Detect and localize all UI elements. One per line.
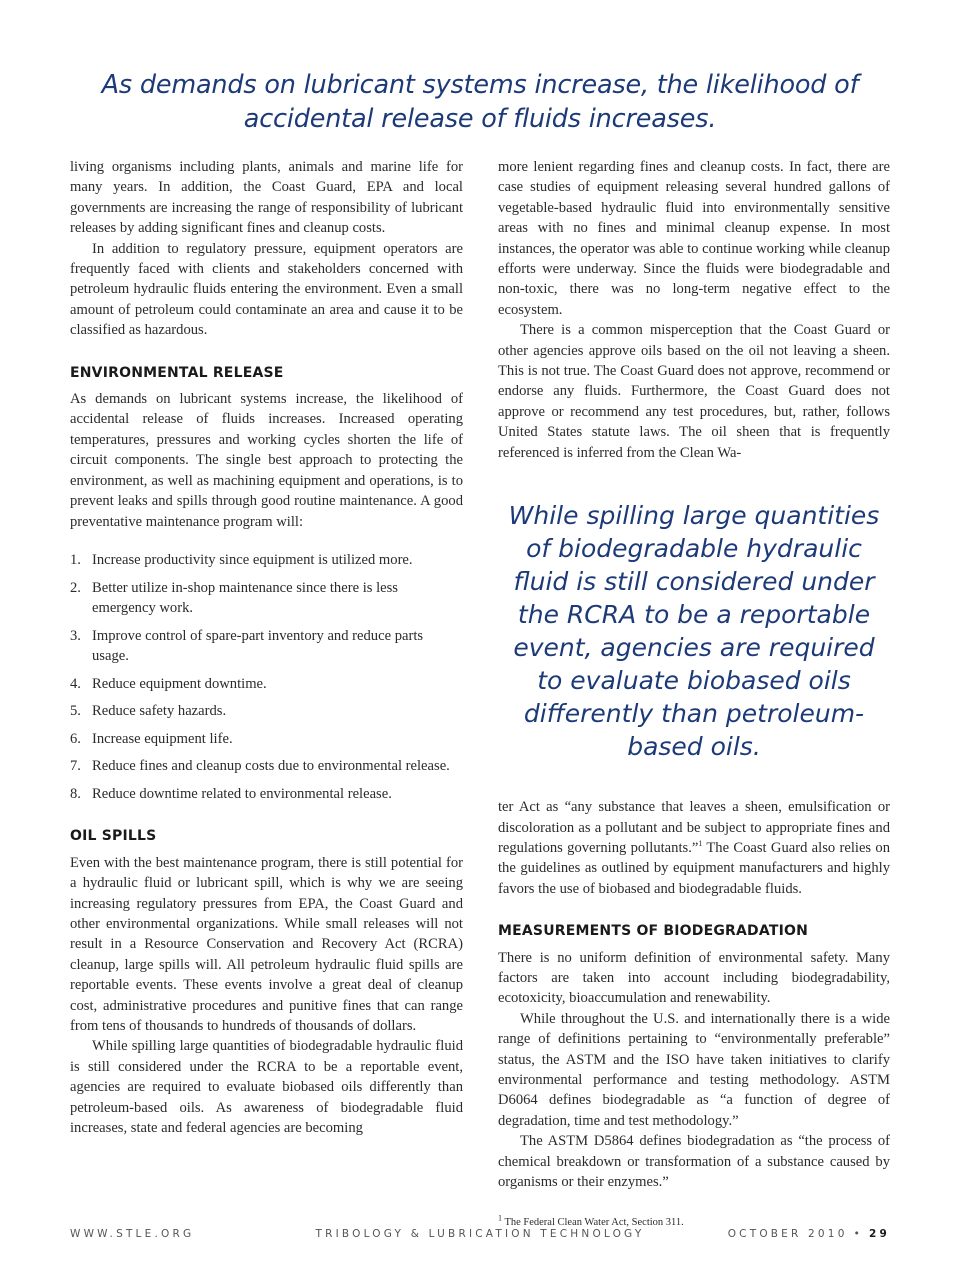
list-text: Increase equipment life. [92, 730, 233, 747]
footer-publication: TRIBOLOGY & LUBRICATION TECHNOLOGY [315, 1228, 645, 1240]
list-number: 8. [70, 785, 81, 802]
paragraph: living organisms including plants, animals and marine life for many years. In addition, the Coast Guard, EPA and local governments are increasing the range of responsibility of lubricant releases by adding significant fines and cleanup costs. [70, 159, 463, 237]
list-text: Reduce safety hazards. [92, 703, 227, 720]
heading-oil-spills: OIL SPILLS [70, 828, 157, 845]
list-item [70, 701, 463, 721]
list-number: 5. [70, 703, 81, 720]
heading-environmental-release: ENVIRONMENTAL RELEASE [70, 364, 284, 381]
list-number: 2. [70, 579, 81, 596]
paragraph: Even with the best maintenance program, there is still potential for a hydraulic fluid or lubricant spill, which is why we are seeing increasing regulatory pressures from EPA, the Coast Guard and other environmental organizations. While small releases will not result in a Resource Conservation and Recovery Act (RCRA) cleanup, large spills will. All petroleum hydraulic fluid spills are reportable events. These events involve a great deal of cleanup cost, administrative procedures and punitive fines that can range from tens of thousands to hundreds of thousands of dollars. [70, 854, 463, 1034]
paragraph: more lenient regarding fines and cleanup costs. In fact, there are case studies of equipment releasing several hundred gallons of vegetable-based hydraulic fluid into environmentally sensitive areas with no fines and minimal cleanup expense. In most instances, the operator was able to continue working while cleanup efforts were underway. Since the fluids were biodegradable and non-toxic, there was no long-term negative effect to the ecosystem. [498, 159, 890, 318]
list-item [70, 626, 463, 667]
list-number: 4. [70, 675, 81, 692]
page-number: 29 [868, 1228, 890, 1240]
maintenance-list [70, 550, 463, 804]
list-text: Increase productivity since equipment is utilized more. [92, 551, 413, 568]
list-text: Better utilize in-shop maintenance since there is less emergency work. [92, 579, 398, 616]
paragraph: While throughout the U.S. and internationally there is a wide range of definitions pertaining to “environmentally preferable” status, the ASTM and the ISO have taken initiatives to clarify environmental performance and testing methodology. ASTM D6064 defines biodegradable as “a function of degree of degradation, time and test methodology.” [498, 1010, 890, 1129]
footnote-text: The Federal Clean Water Act, Section 311. [504, 1217, 684, 1229]
list-number: 1. [70, 551, 81, 568]
list-text: Reduce equipment downtime. [92, 675, 267, 692]
heading-measurements: MEASUREMENTS OF BIODEGRADATION [498, 923, 809, 940]
paragraph: There is a common misperception that the Coast Guard or other agencies approve oils based on the oil not leaving a sheen. This is not true. The Coast Guard does not approve, recommend or endorse any fluids. Furthermore, the Coast Guard does not approve or recommend any test procedures, but, rather, follows United States statute laws. The oil sheen that is frequently referenced is inferred from the Clean Wa- [498, 322, 890, 461]
paragraph-text: ter Act as “any substance that leaves a sheen, emulsification or discoloration as a pollutant and be subject to appropriate fines and regulations governing pollutants.” [498, 799, 890, 856]
paragraph [498, 797, 890, 899]
footer-issue [728, 1228, 890, 1240]
pull-quote-top: As demands on lubricant systems increase, the likelihood of accidental release of fluids increases. [101, 70, 859, 134]
paragraph: In addition to regulatory pressure, equipment operators are frequently faced with clients and stakeholders concerned with petroleum hydraulic fluids entering the environment. Even a small amount of petroleum could contaminate an area and cause it to be classified as hazardous. [70, 240, 463, 339]
footnote-number: 1 [498, 1213, 502, 1223]
paragraph: There is no uniform definition of environmental safety. Many factors are taken into account including biodegradability, ecotoxicity, bioaccumulation and renewability. [498, 949, 890, 1007]
left-column [70, 157, 463, 1138]
list-text: Reduce downtime related to environmental release. [92, 785, 392, 802]
footnote-ref: 1 [698, 839, 703, 849]
list-item [70, 578, 463, 619]
list-item [70, 674, 463, 694]
list-item [70, 756, 463, 776]
paragraph: While spilling large quantities of biodegradable hydraulic fluid is still considered under the RCRA to be a reportable event, agencies are required to evaluate biobased oils differently than petroleum-based oils. As awareness of biodegradable fluid increases, state and federal agencies are becoming [70, 1038, 463, 1136]
footer-date: OCTOBER 2010 [727, 1228, 848, 1240]
list-item [70, 729, 463, 749]
pull-quote-middle: While spilling large quantities of biodegradable hydraulic fluid is still considered under the RCRA to be a reportable event, agencies are required to evaluate biobased oils differently than petroleum-based oils. [508, 501, 880, 762]
paragraph: The ASTM D5864 defines biodegradation as “the process of chemical breakdown or transformation of a substance caused by organisms or their enzymes.” [498, 1133, 890, 1190]
list-number: 7. [70, 758, 81, 775]
paragraph: As demands on lubricant systems increase, the likelihood of accidental release of fluids increases. Increased operating temperatures, pressures and working cycles shorten the life of circuit components. The single best approach to protecting the environment, as well as machining equipment and operations, is to prevent leaks and spills through good routine maintenance. A good preventative maintenance program will: [70, 391, 463, 530]
footer-website: WWW.STLE.ORG [70, 1228, 195, 1240]
list-text: Reduce fines and cleanup costs due to environmental release. [92, 758, 450, 775]
paragraph-text: The Coast Guard also relies on the guidelines as outlined by equipment manufacturers and highly favors the use of biobased and biodegradable fluids. [498, 839, 890, 897]
list-item [70, 550, 463, 570]
footer-bullet: • [853, 1228, 863, 1240]
right-column [498, 157, 890, 1230]
list-text: Improve control of spare-part inventory and reduce parts usage. [92, 627, 424, 664]
list-number: 3. [70, 627, 81, 644]
list-number: 6. [70, 730, 81, 747]
list-item [70, 784, 463, 804]
